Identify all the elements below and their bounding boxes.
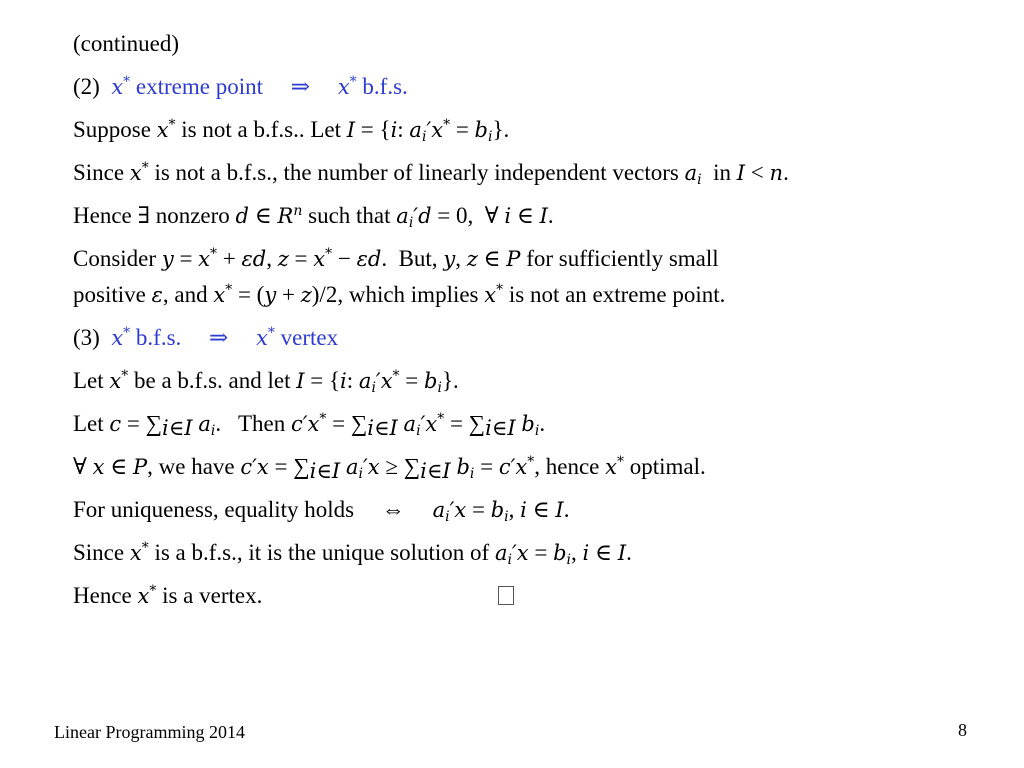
positive-line: positive ε, and x* = (y + z)/2, which implies x* is not an extreme point.	[73, 282, 726, 307]
vertex-conclusion-line: Hence x* is a vertex.	[73, 578, 514, 614]
implies-arrow: ⇒	[209, 325, 229, 350]
since-line: Since x* is not a b.f.s., the number of linearly independent vectors $a_i$ in I < n.	[73, 160, 789, 188]
let-c-line: Let $c = \sum_{i\in I}$ $a_i$. Then $c'x^* = \sum_{i\in I}$ $a_i'x^* = \sum_{i\in I}$ $b_i$.	[73, 411, 546, 440]
qed-box-icon	[498, 586, 514, 605]
hence-line: Hence ∃ nonzero d ∈ $R^n$ such that $a_i'd = 0$, ∀ i ∈ I.	[73, 203, 554, 231]
consider-line: Consider y = x* + εd, z = x* − εd. But, y, z ∈ P for sufficiently small	[73, 246, 719, 271]
footer-title: Linear Programming 2014	[54, 722, 245, 742]
section-3-heading: (3) x* b.f.s. ⇒ x* vertex	[73, 325, 339, 350]
section-2-heading: (2) x* extreme point ⇒ x* b.f.s.	[73, 74, 408, 99]
unique-solution-line: Since x* is a b.f.s., it is the unique solution of $a_i'x = b_i$, i ∈ I.	[73, 540, 632, 568]
continued-label: (continued)	[73, 31, 180, 56]
implies-arrow: ⇒	[290, 74, 311, 99]
uniqueness-line: For uniqueness, equality holds ⇔ $a_i'x = b_i$, i ∈ I.	[73, 497, 570, 525]
page-number: 8	[958, 720, 967, 740]
forall-line: ∀ x ∈ P, we have $c'x = \sum_{i\in I}$ $a_i'x \ge \sum_{i\in I}$ $b_i = c'x^*$, hence x* optimal.	[73, 454, 706, 483]
iff-arrow: ⇔	[381, 497, 405, 522]
let-bfs-line: Let x* be a b.f.s. and let I = {i: $a_i'x^* = b_i$}.	[73, 368, 459, 396]
suppose-line: Suppose x* is not a b.f.s.. Let I = {i: $a_i'x^* = b_i$}.	[73, 117, 510, 145]
